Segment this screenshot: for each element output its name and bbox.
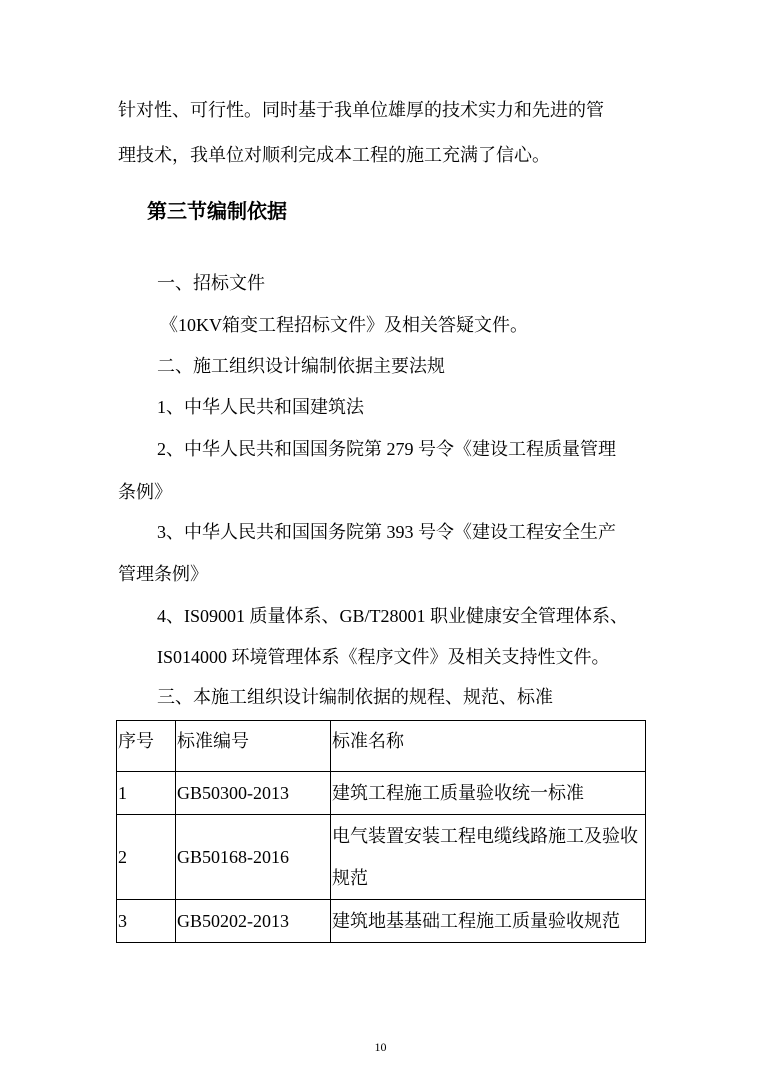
table-row	[117, 772, 646, 815]
page-number: 10	[374, 1040, 387, 1054]
table-cell: 建筑地基基础工程施工质量验收规范	[331, 900, 646, 943]
list-item: 三、本施工组织设计编制依据的规程、规范、标准	[157, 687, 553, 707]
list-item: IS014000 环境管理体系《程序文件》及相关支持性文件。	[157, 647, 610, 667]
list-item: 3、中华人民共和国国务院第 393 号令《建设工程安全生产	[157, 522, 616, 542]
table-header-cell: 标准名称	[331, 721, 646, 772]
table-cell: 建筑工程施工质量验收统一标准	[331, 772, 646, 815]
table-cell: 电气装置安装工程电缆线路施工及验收规范	[331, 815, 646, 900]
section-heading: 第三节编制依据	[147, 201, 287, 223]
list-item: 《10KV箱变工程招标文件》及相关答疑文件。	[160, 315, 528, 335]
table-header-cell: 标准编号	[176, 721, 331, 772]
table-cell: 1	[117, 772, 176, 815]
table-cell: GB50300-2013	[176, 772, 331, 815]
list-item: 4、IS09001 质量体系、GB/T28001 职业健康安全管理体系、	[157, 606, 629, 626]
list-item: 一、招标文件	[157, 273, 265, 293]
list-item: 2、中华人民共和国国务院第 279 号令《建设工程质量管理	[157, 439, 616, 459]
table-row	[117, 900, 646, 943]
table-row	[117, 815, 646, 900]
table-cell: 3	[117, 900, 176, 943]
list-item: 二、施工组织设计编制依据主要法规	[157, 356, 445, 376]
table-cell: 2	[117, 815, 176, 900]
table-header-row	[117, 721, 646, 772]
standards-table	[116, 720, 646, 943]
list-item: 条例》	[118, 482, 172, 502]
list-item: 管理条例》	[118, 564, 208, 584]
table-cell: GB50202-2013	[176, 900, 331, 943]
body-paragraph-line: 理技术，我单位对顺利完成本工程的施工充满了信心。	[118, 145, 550, 165]
list-item: 1、中华人民共和国建筑法	[157, 397, 364, 417]
table-header-cell: 序号	[117, 721, 176, 772]
body-paragraph-line: 针对性、可行性。同时基于我单位雄厚的技术实力和先进的管	[118, 100, 604, 120]
table-cell: GB50168-2016	[176, 815, 331, 900]
